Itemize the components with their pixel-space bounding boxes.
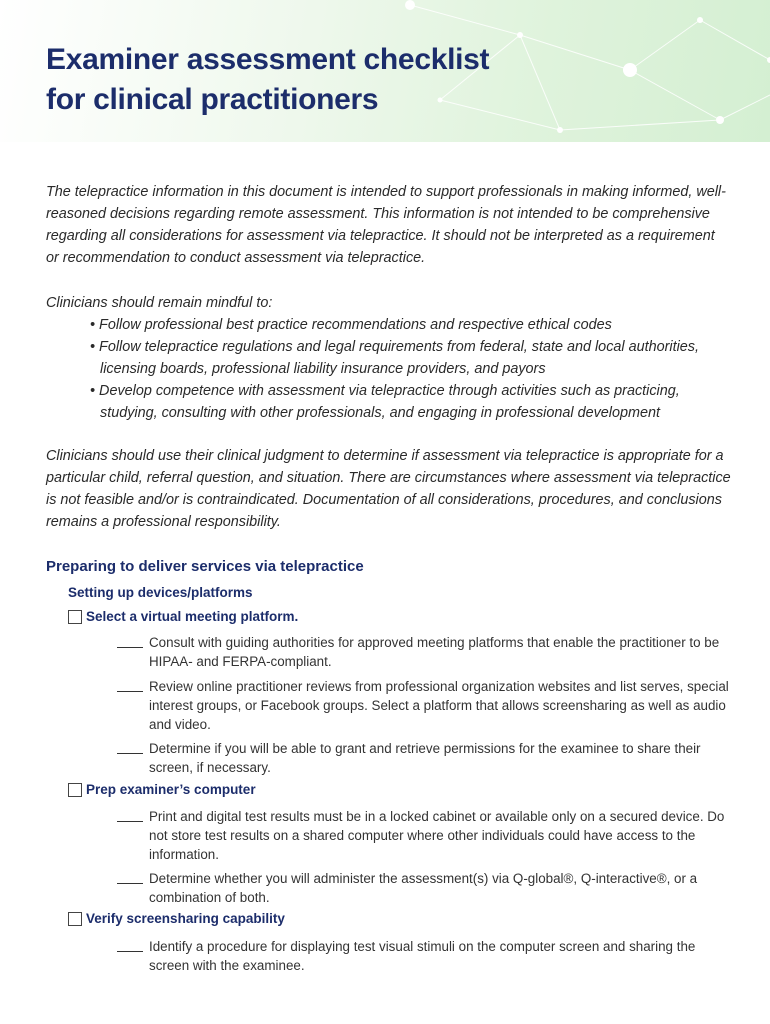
checkbox[interactable]	[68, 610, 82, 624]
mindful-lead: Clinicians should remain mindful to:	[46, 295, 273, 311]
sub-item	[117, 869, 729, 907]
sub-item-text: Print and digital test results must be in a locked cabinet or available only on a secured device. Do not store test results on a shared computer where other individuals could have access to the information.	[149, 809, 725, 862]
blank-line[interactable]	[117, 633, 143, 648]
blank-line[interactable]	[117, 937, 143, 952]
judgment-paragraph: Clinicians should use their clinical judgment to determine if assessment via telepractice is appropriate for a particular child, referral question, and situation. There are circumstances where assessment via telepractice is not feasible and/or is contraindicated. Documentation of all considerations, procedures, and conclusions remains a professional responsibility.	[46, 448, 731, 530]
blank-line[interactable]	[117, 869, 143, 884]
title-line-1: Examiner assessment checklist	[46, 43, 490, 76]
sub-item-text: Determine if you will be able to grant and retrieve permissions for the examinee to share their screen, if necessary.	[149, 741, 701, 775]
blank-line[interactable]	[117, 807, 143, 822]
blank-line[interactable]	[117, 677, 143, 692]
list-item: • Follow telepractice regulations and legal requirements from federal, state and local authorities, licensing boards, professional liability insurance providers, and payors	[90, 336, 730, 380]
title-line-2: for clinical practitioners	[46, 83, 379, 116]
sub-item-text: Review online practitioner reviews from professional organization websites and list serves, special interest groups, or Facebook groups. Select a platform that allows screensharing as well as audio and video.	[149, 679, 729, 732]
sub-item	[117, 633, 729, 671]
list-item: • Follow professional best practice recommendations and respective ethical codes	[90, 314, 730, 336]
checklist-label: Prep examiner’s computer	[86, 782, 256, 797]
sub-item-text: Determine whether you will administer the assessment(s) via Q-global®, Q-interactive®, or a combination of both.	[149, 871, 698, 905]
page-title	[46, 40, 489, 120]
mindful-list	[90, 314, 730, 424]
sub-item	[117, 677, 729, 734]
checklist-item-platform[interactable]	[68, 609, 298, 624]
list-item: • Develop competence with assessment via telepractice through activities such as practicing, studying, consulting with other professionals, and engaging in professional development	[90, 380, 730, 424]
header-banner	[0, 0, 770, 142]
section-subheading: Setting up devices/platforms	[68, 585, 253, 600]
section-heading: Preparing to deliver services via telepractice	[46, 558, 364, 575]
checklist-label: Verify screensharing capability	[86, 911, 285, 926]
checklist-item-screensharing[interactable]	[68, 911, 285, 926]
checkbox[interactable]	[68, 783, 82, 797]
checklist-item-computer[interactable]	[68, 782, 256, 797]
sub-item	[117, 807, 729, 864]
sub-item-text: Identify a procedure for displaying test visual stimuli on the computer screen and sharing the screen with the examinee.	[149, 939, 696, 973]
sub-item	[117, 739, 729, 777]
sub-item-text: Consult with guiding authorities for approved meeting platforms that enable the practitioner to be HIPAA- and FERPA-compliant.	[149, 635, 720, 669]
checkbox[interactable]	[68, 912, 82, 926]
checklist-label: Select a virtual meeting platform.	[86, 609, 299, 624]
blank-line[interactable]	[117, 739, 143, 754]
sub-item	[117, 937, 729, 975]
intro-paragraph: The telepractice information in this document is intended to support professionals in making informed, well-reasoned decisions regarding remote assessment. This information is not intended to be comprehensive regarding all considerations for assessment via telepractice. It should not be interpreted as a requirement or recommendation to conduct assessment via telepractice.	[46, 184, 726, 266]
